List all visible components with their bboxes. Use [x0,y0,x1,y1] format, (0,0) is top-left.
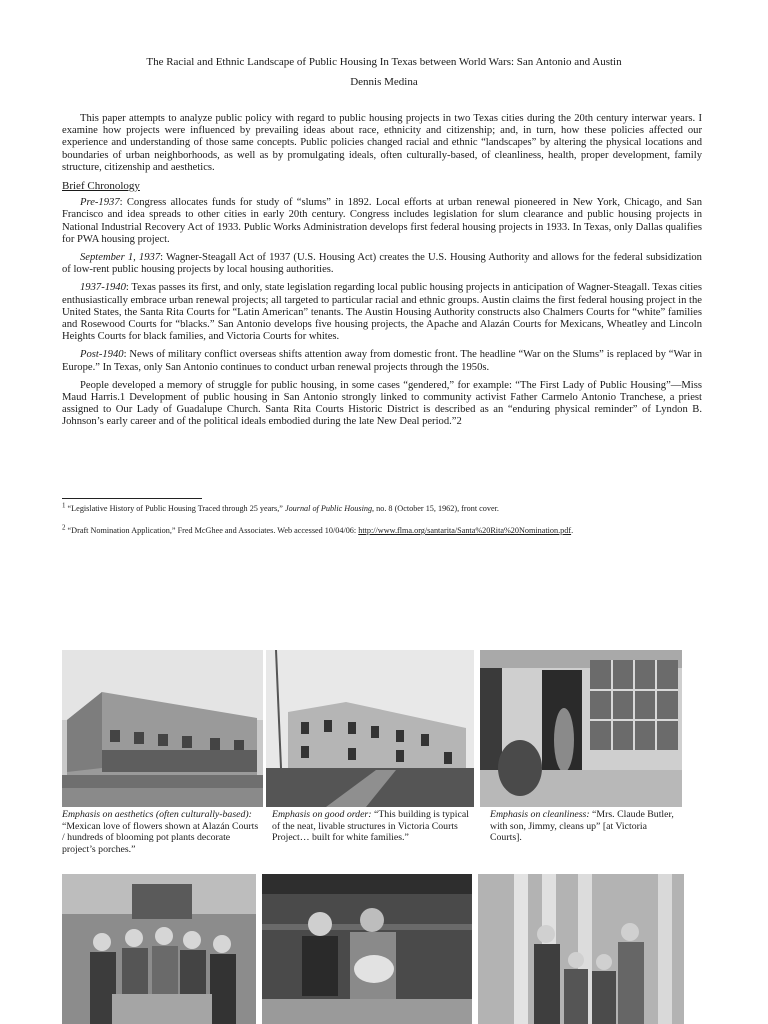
author-name: Dennis Medina [350,76,418,88]
paper-title: The Racial and Ethnic Landscape of Public Housing In Texas between World Wars: San Antonio and Austin [146,56,622,68]
journal-title: Journal of Public Housing [284,504,373,513]
section-heading: Brief Chronology [62,180,140,193]
caption-text: “Mrs. Claude Butler, with son, Jimmy, cleans up” [at Victoria Courts]. [490,809,674,843]
entry-text: : News of military conflict overseas shifts attention away from domestic front. The headline “War on the Slums” is replaced by “War in Europe.” In Texas, only San Antonio continues to conduct urban renewal projects through the 1950s. [62,349,702,373]
caption-cleanliness [490,809,680,844]
caption-emphasis: Emphasis on aesthetics (often culturally-based): [62,809,252,820]
entry-lead: Post-1940 [80,349,124,361]
entry-text: : Congress allocates funds for study of “slums” in 1892. Local efforts at urban renewal pioneered in New York, Chicago, and San Francisco and idea spreads to other cities in early 20th century. Congress includes legislation for slum clearance and public housing projects in National Industrial Recovery Act of 1933. Public Works Administration develops first federal housing projects in 1933. In Texas, only Dallas qualifies for PWA housing project. [62,197,702,245]
caption-good-order [272,809,476,844]
caption-emphasis: Emphasis on cleanliness: [490,809,590,820]
footnote-text: , no. 8 (October 15, 1962), front cover. [372,504,499,513]
chronology-entry [62,349,702,373]
intro-paragraph: This paper attempts to analyze public policy with regard to public housing projects in two Texas cities during the 20th century interwar years. I examine how projects were influenced by prevailing ideas about race, ethnicity and citizenship; and, in turn, how these policies affected our experience and understanding of those same concepts. Public policies changed racial and ethnic “landscapes” by altering the physical locations and boundaries of urban neighborhoods, as well as by promulgating ideals, often culturally-based, of cleanliness, health, proper development, family structure, citizenship and aesthetics. [62,113,702,173]
caption-emphasis: Emphasis on good order: [272,809,372,820]
photo-victoria-courts-building [266,650,474,807]
closing-paragraph: People developed a memory of struggle for public housing, in some cases “gendered,” for example: “The First Lady of Public Housing”—Miss Maud Harris.1 Development of public housing in San Antonio strongly linked to community activist Father Carmelo Antonio Tranchese, a priest assigned to Our Lady of Guadalupe Church. Santa Rita Courts Historic District is described as an “enduring physical reminder” of Lyndon B. Johnson’s early career and of the political ideals embodied during the late New Deal period.”2 [62,379,702,428]
entry-lead: 1937-1940 [80,282,126,294]
footnote-text: “Legislative History of Public Housing Traced through 25 years,” [65,504,285,513]
chronology-entry [62,282,702,343]
caption-text: “This building is typical of the neat, livable structures in Victoria Courts Project… built for white families.” [272,809,469,843]
footnote-text: “Draft Nomination Application,” Fred McGhee and Associates. Web accessed 10/04/06: [65,526,359,535]
chronology-entry [62,197,702,246]
entry-text: : Texas passes its first, and only, state legislation regarding local public housing projects in anticipation of Wagner-Steagall. Texas cities enthusiastically embrace urban renewal projects; all targeted to particular racial and ethnic groups. Austin claims the first federal housing project in the United States, the Santa Rita Courts for “Latin American” tenants. The Austin Housing Authority constructs also Chalmers Courts for “white” families and Rosewood Courts for “blacks.” San Antonio develops five housing projects, the Apache and Alazán Courts for Mexicans, Wheatley and Lincoln Heights Courts for black families, and Victoria Courts for whites. [62,282,702,343]
entry-text: : Wagner-Steagall Act of 1937 (U.S. Housing Act) creates the U.S. Housing Authority and allows for the federal subsidization of low-rent public housing projects by local housing authorities. [62,252,702,276]
photo-women-group [62,874,256,1024]
caption-text: “Mexican love of flowers shown at Alazán Courts / hundreds of blooming pot plants decorate project’s porches.” [62,820,259,855]
footnote-rule [62,498,202,499]
entry-lead: September 1, 1937 [80,252,161,264]
footnote-1 [62,501,722,514]
footnote-number: 1 [62,501,66,510]
footnote-text: . [571,526,574,535]
footnote-link[interactable]: http://www.flma.org/santarita/Santa%20Rita%20Nomination.pdf [358,526,572,535]
chronology-entry [62,252,702,276]
photo-alazan-courts [62,650,263,807]
entry-lead: Pre-1937 [80,197,120,209]
photo-mother-child [262,874,472,1024]
photo-boy-scouts [478,874,684,1024]
footnote-2 [62,523,722,536]
caption-aesthetics [62,809,263,855]
paper-body [62,113,702,435]
photo-mrs-butler-cleaning [480,650,682,807]
footnote-number: 2 [62,523,66,532]
